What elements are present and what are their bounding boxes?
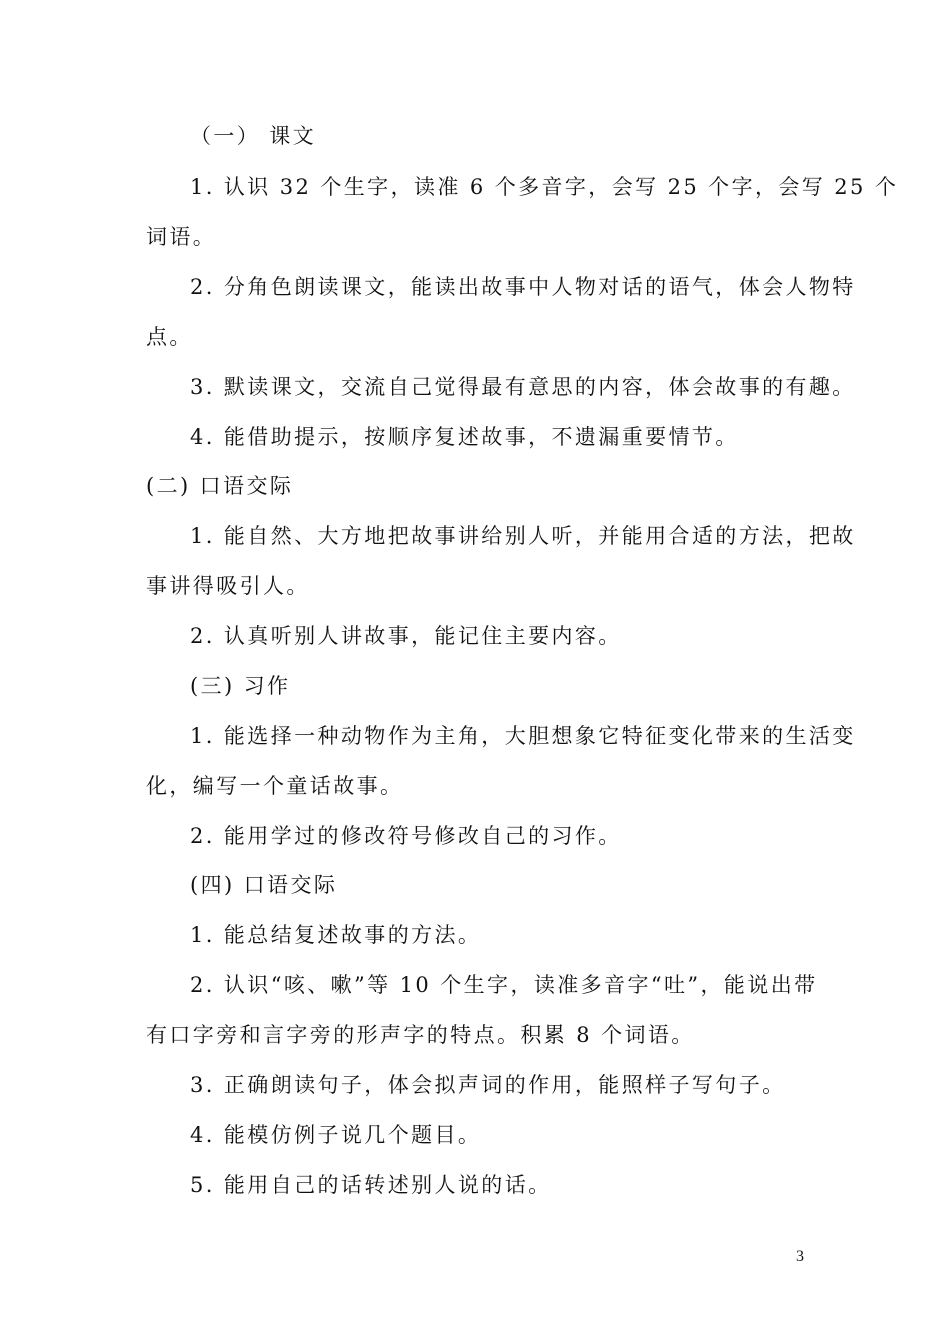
- page-number: 3: [796, 1248, 804, 1265]
- section-heading-texts: （一） 课文: [190, 124, 317, 148]
- text-line: 有口字旁和言字旁的形声字的特点。积累 8 个词语。: [146, 1023, 695, 1047]
- text-line: 点。: [146, 325, 193, 349]
- text-line: 4. 能借助提示，按顺序复述故事，不遗漏重要情节。: [190, 425, 739, 449]
- section-heading-oral-2: (四) 口语交际: [190, 873, 338, 897]
- section-heading-oral: (二) 口语交际: [146, 474, 294, 498]
- text-line: 化，编写一个童话故事。: [146, 774, 404, 798]
- text-line: 事讲得吸引人。: [146, 574, 310, 598]
- text-line: 1. 能自然、大方地把故事讲给别人听，并能用合适的方法，把故: [190, 524, 856, 548]
- text-line: 4. 能模仿例子说几个题目。: [190, 1123, 482, 1147]
- section-heading-writing: (三) 习作: [190, 674, 291, 698]
- text-line: 1. 认识 32 个生字，读准 6 个多音字，会写 25 个字，会写 25 个: [190, 175, 899, 199]
- text-line: 5. 能用自己的话转述别人说的话。: [190, 1173, 552, 1197]
- text-line: 2. 分角色朗读课文，能读出故事中人物对话的语气，体会人物特: [190, 275, 856, 299]
- text-line: 2. 认真听别人讲故事，能记住主要内容。: [190, 624, 622, 648]
- text-line: 1. 能总结复述故事的方法。: [190, 923, 482, 947]
- text-line: 2. 认识“咳、嗽”等 10 个生字，读准多音字“吐”，能说出带: [190, 973, 818, 997]
- text-line: 3. 正确朗读句子，体会拟声词的作用，能照样子写句子。: [190, 1073, 786, 1097]
- text-line: 3. 默读课文，交流自己觉得最有意思的内容，体会故事的有趣。: [190, 375, 856, 399]
- text-line: 1. 能选择一种动物作为主角，大胆想象它特征变化带来的生活变: [190, 724, 856, 748]
- text-line: 词语。: [146, 225, 217, 249]
- text-line: 2. 能用学过的修改符号修改自己的习作。: [190, 824, 622, 848]
